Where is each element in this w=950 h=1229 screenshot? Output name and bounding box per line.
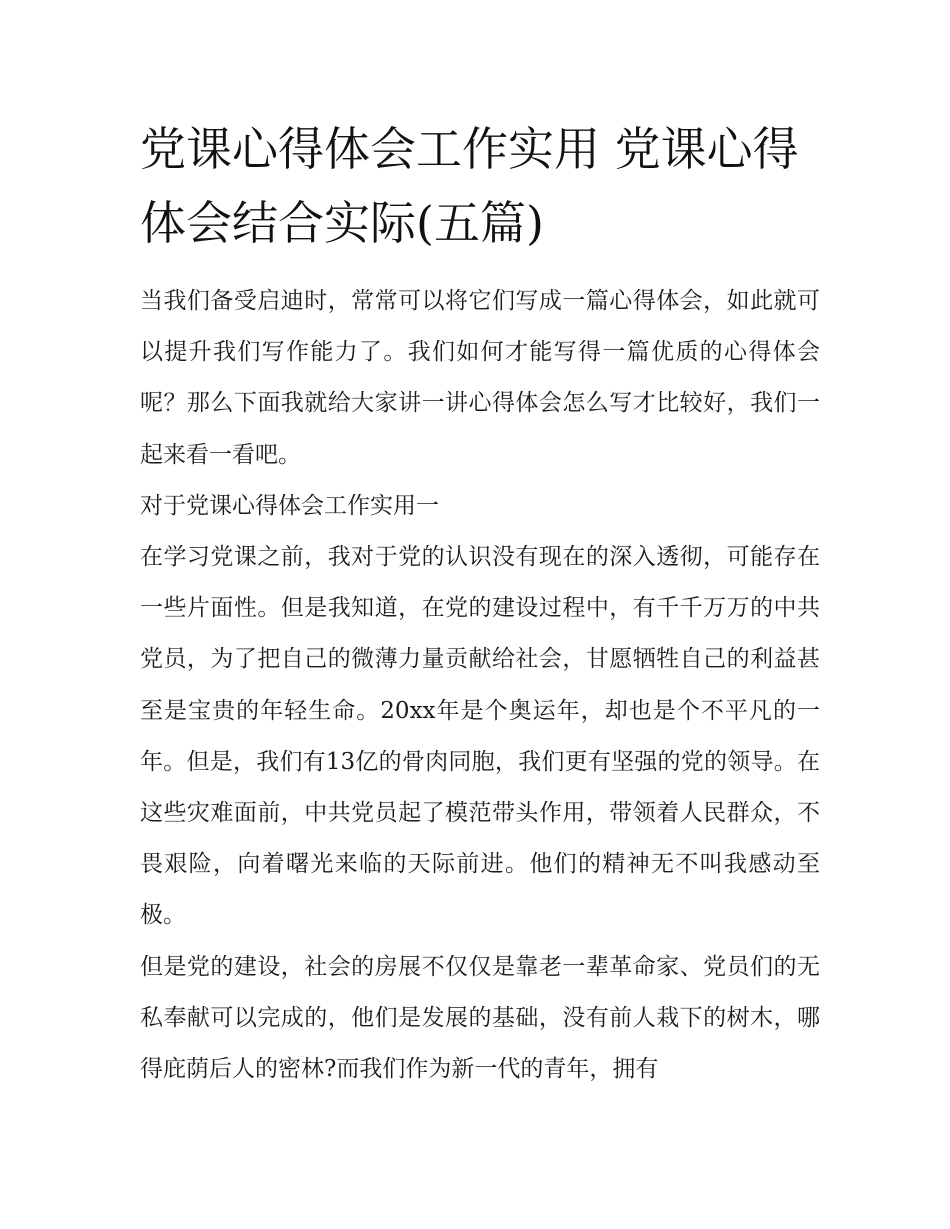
document-body bbox=[140, 276, 820, 1095]
paragraph-body: 在学习党课之前，我对于党的认识没有现在的深入透彻，可能存在一些片面性。但是我知道，在党的建设过程中，有千千万万的中共党员，为了把自己的微薄力量贡献给社会，甘愿牺牲自己的利益甚至是宝贵的年轻生命。20xx年是个奥运年，却也是个不平凡的一年。但是，我们有13亿的骨肉同胞，我们更有坚强的党的领导。在这些灾难面前，中共党员起了模范带头作用，带领着人民群众，不畏艰险，向着曙光来临的天际前进。他们的精神无不叫我感动至极。 bbox=[140, 544, 820, 929]
paragraph-intro: 当我们备受启迪时，常常可以将它们写成一篇心得体会，如此就可以提升我们写作能力了。我们如何才能写得一篇优质的心得体会呢？那么下面我就给大家讲一讲心得体会怎么写才比较好，我们一起来看一看吧。 bbox=[140, 288, 820, 468]
document-title: 党课心得体会工作实用 党课心得体会结合实际(五篇) bbox=[140, 122, 799, 250]
paragraph-body: 但是党的建设，社会的房展不仅仅是靠老一辈革命家、党员们的无私奉献可以完成的，他们是发展的基础，没有前人栽下的树木，哪得庇荫后人的密林?而我们作为新一代的青年，拥有 bbox=[140, 953, 820, 1083]
section-heading: 对于党课心得体会工作实用一 bbox=[140, 492, 439, 519]
